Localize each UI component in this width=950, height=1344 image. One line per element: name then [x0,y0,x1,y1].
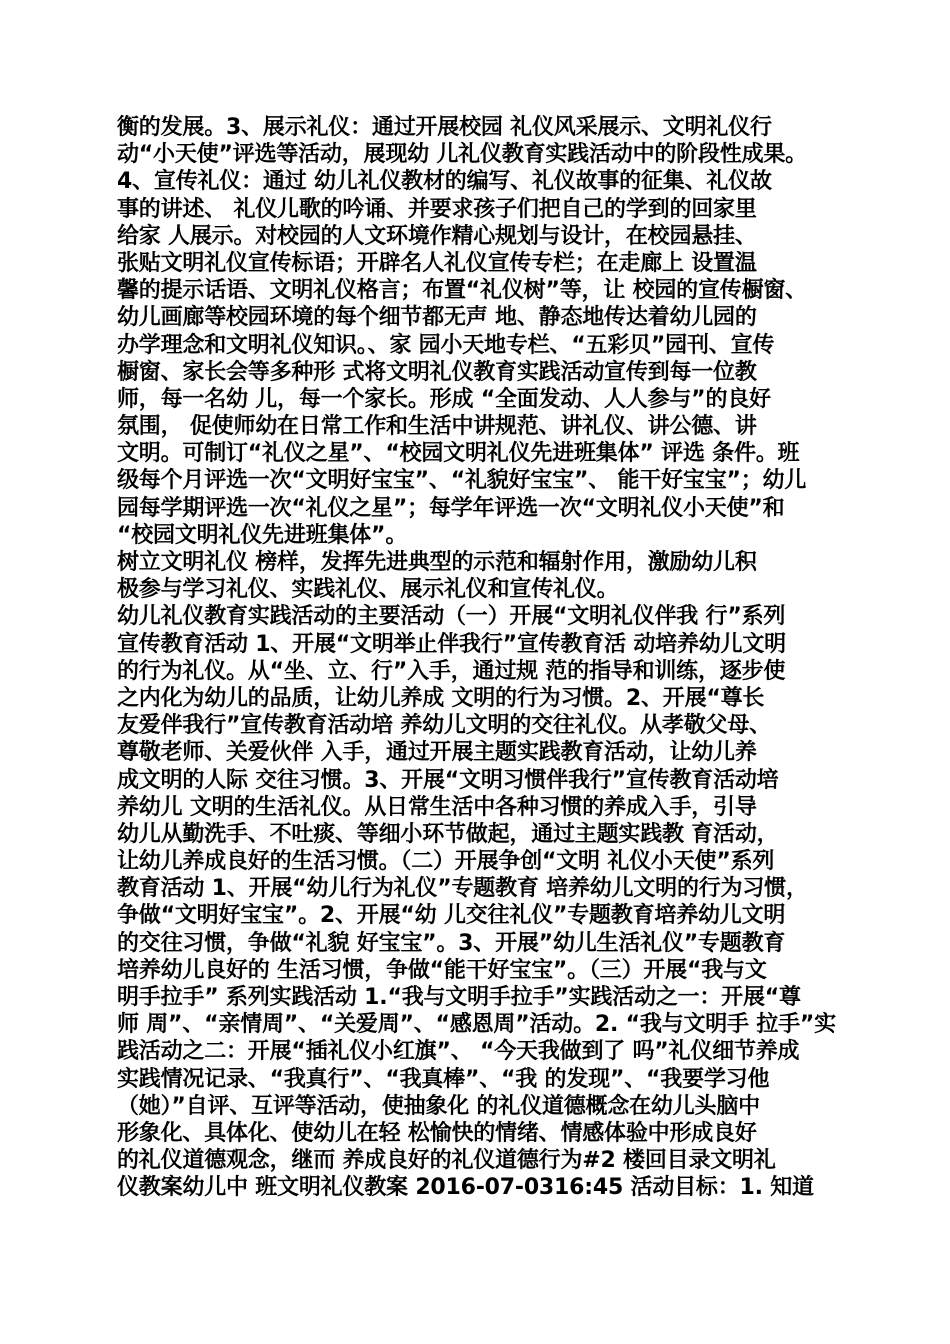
text-line: 4、宣传礼仪：通过 幼儿礼仪教材的编写、礼仪故事的征集、礼仪故 [117,169,772,195]
text-line: 幼儿从勤洗手、不吐痰、等细小环节做起，通过主题实践教 育活动， [117,821,779,847]
text-line: 形象化、具体化、使幼儿在轻 松愉快的情绪、情感体验中形成良好 [117,1120,757,1146]
text-line: 宣传教育活动 1、开展“文明举止伴我行”宣传教育活 动培养幼儿文明 [117,631,786,657]
text-line: 的行为礼仪。从“坐、立、行”入手，通过规 范的指导和训练，逐步使 [117,658,786,684]
text-line: 幼儿画廊等校园环境的每个细节都无声 地、静态地传达着幼儿园的 [117,305,757,331]
text-line: 争做“文明好宝宝”。2、开展“幼 儿交往礼仪”专题教育培养幼儿文明 [117,903,786,929]
text-line: 张贴文明礼仪宣传标语；开辟名人礼仪宣传专栏；在走廊上 设置温 [117,250,757,276]
text-line: 培养幼儿良好的 生活习惯，争做“能干好宝宝”。（三）开展“我与文 [117,957,767,983]
text-line: 馨的提示话语、文明礼仪格言；布置“礼仪树”等，让 校园的宣传橱窗、 [117,278,807,304]
text-line: 成文明的人际 交往习惯。3、开展“文明习惯伴我行”宣传教育活动培 [117,767,779,793]
text-line: 明手拉手” 系列实践活动 1.“我与文明手拉手”实践活动之一：开展“尊 [117,985,801,1010]
text-line: 极参与学习礼仪、实践礼仪、展示礼仪和宣传礼仪。 [117,577,619,603]
text-line: 师 周”、“亲情周”、“关爱周”、“感恩周”活动。2. “我与文明手 拉手”实 [117,1012,836,1038]
text-line: 级每个月评选一次“文明好宝宝”、“礼貌好宝宝”、 能干好宝宝”；幼儿 [117,468,807,494]
text-line: 动“小天使”评选等活动，展现幼 儿礼仪教育实践活动中的阶段性成果。 [117,142,807,168]
text-line: “校园文明礼仪先进班集体”。 [117,522,408,548]
text-line: 事的讲述、 礼仪儿歌的吟诵、并要求孩子们把自己的学到的回家里 [117,196,757,222]
text-line: 幼儿礼仪教育实践活动的主要活动（一）开展“文明礼仪伴我 行”系列 [117,604,786,630]
text-line: 氛围， 促使师幼在日常工作和生活中讲规范、讲礼仪、讲公德、讲 [117,414,757,440]
text-line: 实践情况记录、“我真行”、“我真棒”、“我 的发现”、“我要学习他 [117,1066,770,1092]
text-line: 仪教案幼儿中 班文明礼仪教案 2016-07-0316:45 活动目标：1. 知道 [117,1175,814,1201]
text-line: 衡的发展。3、展示礼仪：通过开展校园 礼仪风采展示、文明礼仪行 [117,115,772,140]
text-line: 的礼仪道德观念，继而 养成良好的礼仪道德行为#2 楼回目录文明礼 [117,1148,776,1174]
text-line: 树立文明礼仪 榜样，发挥先进典型的示范和辐射作用，激励幼儿积 [117,550,757,575]
text-line: 践活动之二：开展“插礼仪小红旗”、 “今天我做到了 吗”礼仪细节养成 [117,1039,800,1065]
text-line: 文明。可制订“礼仪之星”、“校园文明礼仪先进班集体” 评选 条件。班 [117,441,800,467]
text-line: 给家 人展示。对校园的人文环境作精心规划与设计，在校园悬挂、 [117,223,757,249]
text-line: 友爱伴我行”宣传教育活动培 养幼儿文明的交往礼仪。从孝敬父母、 [117,713,771,739]
text-line: 养幼儿 文明的生活礼仪。从日常生活中各种习惯的养成入手，引导 [117,794,757,820]
text-line: 师，每一名幼 儿，每一个家长。形成 “全面发动、人人参与”的良好 [117,386,771,412]
document-body [117,114,847,1202]
text-line: 橱窗、家长会等多种形 式将文明礼仪教育实践活动宣传到每一位教 [117,359,757,385]
text-line: 办学理念和文明礼仪知识。、家 园小天地专栏、“五彩贝”园刊、宣传 [117,332,775,358]
text-line: 教育活动 1、开展“幼儿行为礼仪”专题教育 培养幼儿文明的行为习惯， [117,876,808,902]
text-line: 之内化为幼儿的品质，让幼儿养成 文明的行为习惯。2、开展“尊长 [117,685,765,711]
text-line: 的交往习惯，争做“礼貌 好宝宝”。3、开展”幼儿生活礼仪”专题教育 [117,930,786,956]
text-line: 尊敬老师、关爱伙伴 入手，通过开展主题实践教育活动，让幼儿养 [117,740,757,766]
text-line: 园每学期评选一次“礼仪之星”；每学年评选一次“文明礼仪小天使”和 [117,495,785,521]
text-line: （她）”自评、互评等活动，使抽象化 的礼仪道德概念在幼儿头脑中 [117,1093,760,1119]
text-line: 让幼儿养成良好的生活习惯。（二）开展争创“文明 礼仪小天使”系列 [117,849,775,875]
